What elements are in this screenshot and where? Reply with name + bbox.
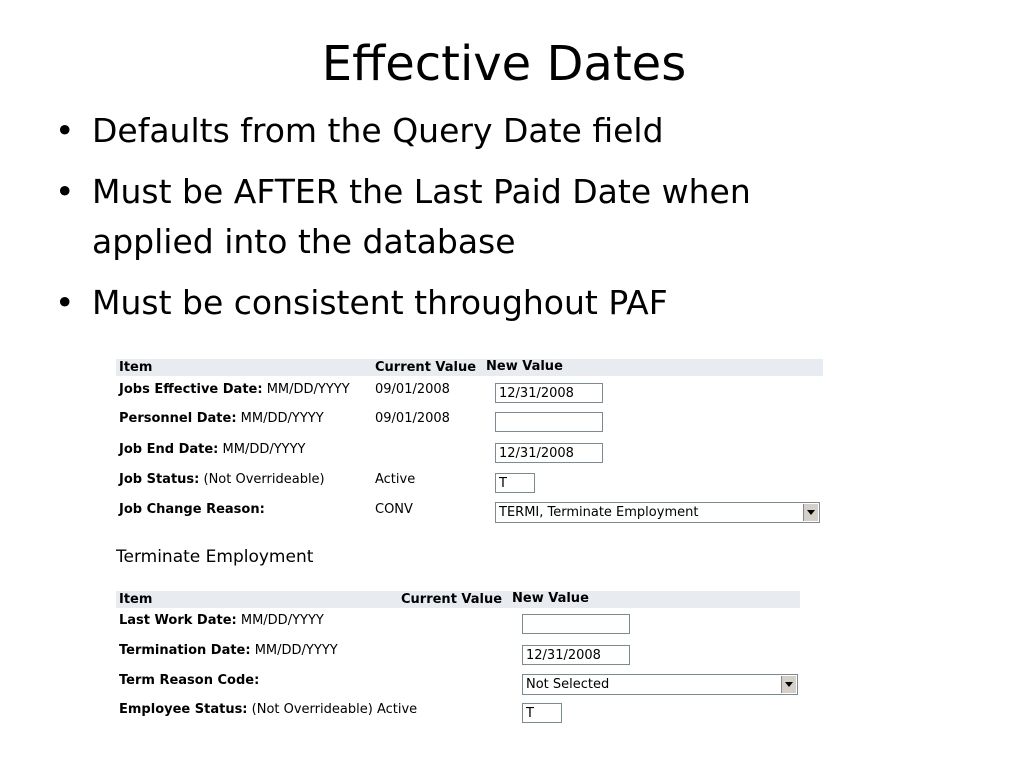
row-hint: (Not Overrideable) — [203, 472, 325, 487]
termination-date-input[interactable]: 12/31/2008 — [522, 645, 630, 665]
job-end-date-input[interactable]: 12/31/2008 — [495, 443, 603, 463]
bullet-item: • Must be consistent throughout PAF — [55, 278, 855, 328]
table-row — [116, 442, 823, 464]
row-label: Termination Date: — [119, 643, 251, 658]
row-hint: (Not Overrideable) — [251, 702, 373, 717]
bullet-list — [55, 106, 855, 339]
current-value: 09/01/2008 — [375, 411, 450, 426]
row-label: Job Change Reason: — [119, 502, 265, 517]
personnel-date-input[interactable] — [495, 412, 603, 432]
row-hint: MM/DD/YYYY — [266, 382, 350, 397]
term-reason-code-select[interactable] — [522, 674, 798, 695]
current-value: Active — [375, 472, 416, 487]
chevron-down-icon[interactable] — [781, 676, 796, 693]
header-new-value: New Value — [486, 359, 563, 374]
chevron-down-icon[interactable] — [803, 504, 818, 521]
row-label: Term Reason Code: — [119, 673, 260, 688]
row-label: Job Status: — [119, 472, 200, 487]
current-value: 09/01/2008 — [375, 382, 450, 397]
table-row — [116, 613, 800, 635]
bullet-dot-icon: • — [55, 172, 75, 211]
bullet-dot-icon: • — [55, 283, 75, 322]
job-table-header — [116, 359, 823, 376]
bullet-dot-icon: • — [55, 111, 75, 150]
table-row — [116, 702, 800, 724]
select-value: Not Selected — [526, 677, 610, 692]
table-row — [116, 643, 800, 665]
current-value: Active — [376, 702, 418, 717]
jobs-effective-date-input[interactable]: 12/31/2008 — [495, 383, 603, 403]
header-current-value: Current Value — [401, 592, 503, 607]
row-hint: MM/DD/YYYY — [222, 442, 306, 457]
terminate-table-header — [116, 591, 800, 608]
row-hint: MM/DD/YYYY — [254, 643, 338, 658]
header-item: Item — [119, 592, 153, 607]
last-work-date-input[interactable] — [522, 614, 630, 634]
bullet-item: • Must be AFTER the Last Paid Date when applied into the database — [55, 167, 855, 267]
header-new-value: New Value — [512, 591, 589, 606]
row-label: Personnel Date: — [119, 411, 237, 426]
job-change-reason-select[interactable] — [495, 502, 820, 523]
employee-status-input[interactable]: T — [522, 703, 562, 723]
table-row — [116, 411, 823, 433]
row-label: Employee Status: — [119, 702, 248, 717]
section-title: Terminate Employment — [116, 547, 314, 567]
row-hint: MM/DD/YYYY — [240, 613, 324, 628]
table-row — [116, 472, 823, 494]
bullet-item: • Defaults from the Query Date field — [55, 106, 855, 156]
header-item: Item — [119, 360, 153, 375]
row-label: Last Work Date: — [119, 613, 237, 628]
job-status-input[interactable]: T — [495, 473, 535, 493]
current-value: CONV — [375, 502, 413, 517]
slide-title: Effective Dates — [321, 36, 687, 92]
header-current-value: Current Value — [375, 360, 477, 375]
row-hint: MM/DD/YYYY — [240, 411, 324, 426]
table-row — [116, 382, 823, 404]
select-value: TERMI, Terminate Employment — [499, 505, 699, 520]
row-label: Job End Date: — [119, 442, 219, 457]
row-label: Jobs Effective Date: — [119, 382, 263, 397]
